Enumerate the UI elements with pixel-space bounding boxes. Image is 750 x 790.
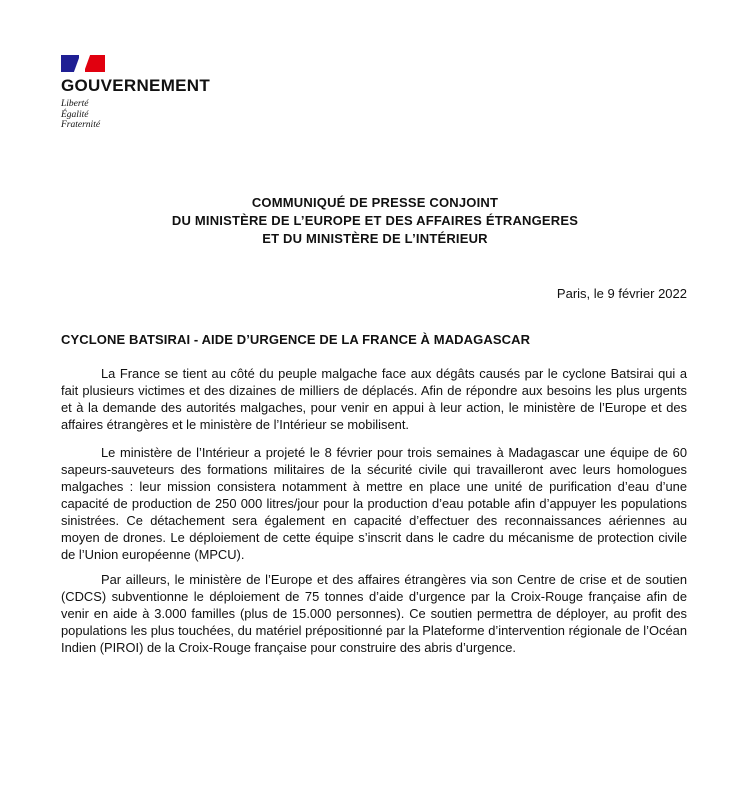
flag-logo-icon xyxy=(61,55,105,72)
subject-heading: CYCLONE BATSIRAI - AIDE D’URGENCE DE LA FRANCE À MADAGASCAR xyxy=(61,332,531,347)
motto-liberte: Liberté xyxy=(61,99,89,109)
paragraph-2: Le ministère de l’Intérieur a projeté le 8 février pour trois semaines à Madagascar une équipe de 60 sapeurs-sauveteurs des formations militaires de la sécurité civile qui travailleront avec leurs homologues malgaches : leur mission consistera notamment à mettre en place une unité de purification d’eau d’une capacité de production de 250 000 litres/jour pour la production d’eau potable afin d’appuyer les populations sinistrées. Ce détachement sera également en capacité d’effectuer des reconnaissances aériennes au moyen de drones. Le déploiement de cette équipe s’inscrit dans le cadre du mécanisme de protection civile de l’Union européenne (MPCU). xyxy=(61,445,687,562)
press-release-title xyxy=(0,194,750,248)
paragraph-1: La France se tient au côté du peuple malgache face aux dégâts causés par le cyclone Batsirai qui a fait plusieurs victimes et des dizaines de milliers de déplacés. Afin de répondre aux besoins les plus urgents et à la demande des autorités malgaches, pour venir en appui à leur action, le ministère de l’Europe et des affaires étrangères et le ministère de l’Intérieur se mobilisent. xyxy=(61,366,687,432)
title-line-2: DU MINISTÈRE DE L’EUROPE ET DES AFFAIRES ÉTRANGERES xyxy=(171,213,579,228)
motto-fraternite: Fraternité xyxy=(61,120,101,130)
government-wordmark: GOUVERNEMENT xyxy=(61,76,211,95)
motto xyxy=(61,99,211,131)
date-line: Paris, le 9 février 2022 xyxy=(556,286,687,301)
title-line-1: COMMUNIQUÉ DE PRESSE CONJOINT xyxy=(251,195,499,210)
paragraph-3: Par ailleurs, le ministère de l’Europe et des affaires étrangères via son Centre de crise et de soutien (CDCS) subventionne le déploiement de 75 tonnes d’aide d’urgence par la Croix-Rouge française afin de venir en aide à 3.000 familles (plus de 15.000 personnes). Ce soutien permettra de déployer, au profit des populations les plus touchées, du matériel prépositionné par la Plateforme d’intervention régionale de l’Océan Indien (PIROI) de la Croix-Rouge française pour construire des abris d’urgence. xyxy=(61,572,687,655)
motto-egalite: Égalité xyxy=(61,109,89,120)
government-logo xyxy=(61,55,211,131)
title-line-3: ET DU MINISTÈRE DE L’INTÉRIEUR xyxy=(262,231,488,246)
